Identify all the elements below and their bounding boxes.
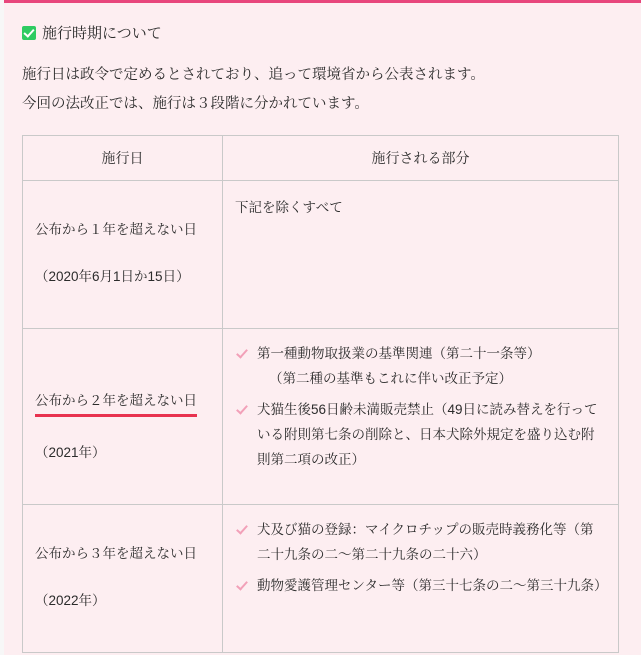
date-cell — [23, 329, 223, 505]
intro-paragraph — [22, 61, 623, 119]
list-item-label: 第一種動物取扱業の基準関連（第二十一条等） — [257, 346, 541, 362]
check-tick-icon — [235, 403, 248, 416]
enforcement-schedule-table — [22, 135, 619, 653]
list-item-note: （第二種の基準もこれに伴い改正予定） — [269, 371, 512, 387]
part-cell — [223, 504, 619, 652]
list-item — [235, 518, 606, 568]
green-check-icon — [22, 26, 36, 40]
column-header-date: 施行日 — [23, 136, 223, 181]
column-header-part: 施行される部分 — [223, 136, 619, 181]
date-main-underlined — [35, 366, 210, 417]
table-row — [23, 181, 619, 329]
table-header-row — [23, 136, 619, 181]
date-cell — [23, 181, 223, 329]
top-accent-rule — [4, 0, 641, 3]
list-item — [235, 574, 606, 599]
part-item-list — [235, 518, 606, 599]
part-plain-text: 下記を除くすべて — [235, 200, 343, 215]
list-item-label: 動物愛護管理センター等（第三十七条の二〜第三十九条） — [257, 577, 608, 593]
part-item-list — [235, 342, 606, 473]
section-heading — [22, 22, 623, 43]
list-item-label: 犬及び猫の登録：マイクロチップの販売時義務化等（第二十九条の二〜第二十九条の二十六） — [257, 521, 594, 562]
date-sub: （2022年） — [35, 592, 106, 608]
date-main: 公布から３年を超えない日 — [35, 545, 197, 561]
check-tick-icon — [235, 523, 248, 536]
part-cell — [223, 181, 619, 329]
check-tick-icon — [235, 579, 248, 592]
check-tick-icon — [235, 347, 248, 360]
intro-line-2: 今回の法改正では、施行は３段階に分かれています。 — [22, 96, 369, 112]
date-main: 公布から２年を超えない日 — [35, 389, 197, 417]
list-item-label: 犬猫生後56日齢未満販売禁止（49日に読み替えを行っている附則第七条の削除と、日本犬除外規定を盛り込む附則第二項の改正） — [257, 402, 598, 467]
date-main: 公布から１年を超えない日 — [35, 221, 197, 237]
table-row — [23, 329, 619, 505]
table-row — [23, 504, 619, 652]
intro-line-1: 施行日は政令で定めるとされており、追って環境省から公表されます。 — [22, 67, 485, 83]
list-item — [235, 398, 606, 473]
section-heading-label: 施行時期について — [42, 25, 162, 42]
date-sub: （2020年6月1日か15日） — [35, 268, 190, 284]
list-item — [235, 342, 606, 392]
part-cell — [223, 329, 619, 505]
date-cell — [23, 504, 223, 652]
date-sub: （2021年） — [35, 444, 106, 460]
